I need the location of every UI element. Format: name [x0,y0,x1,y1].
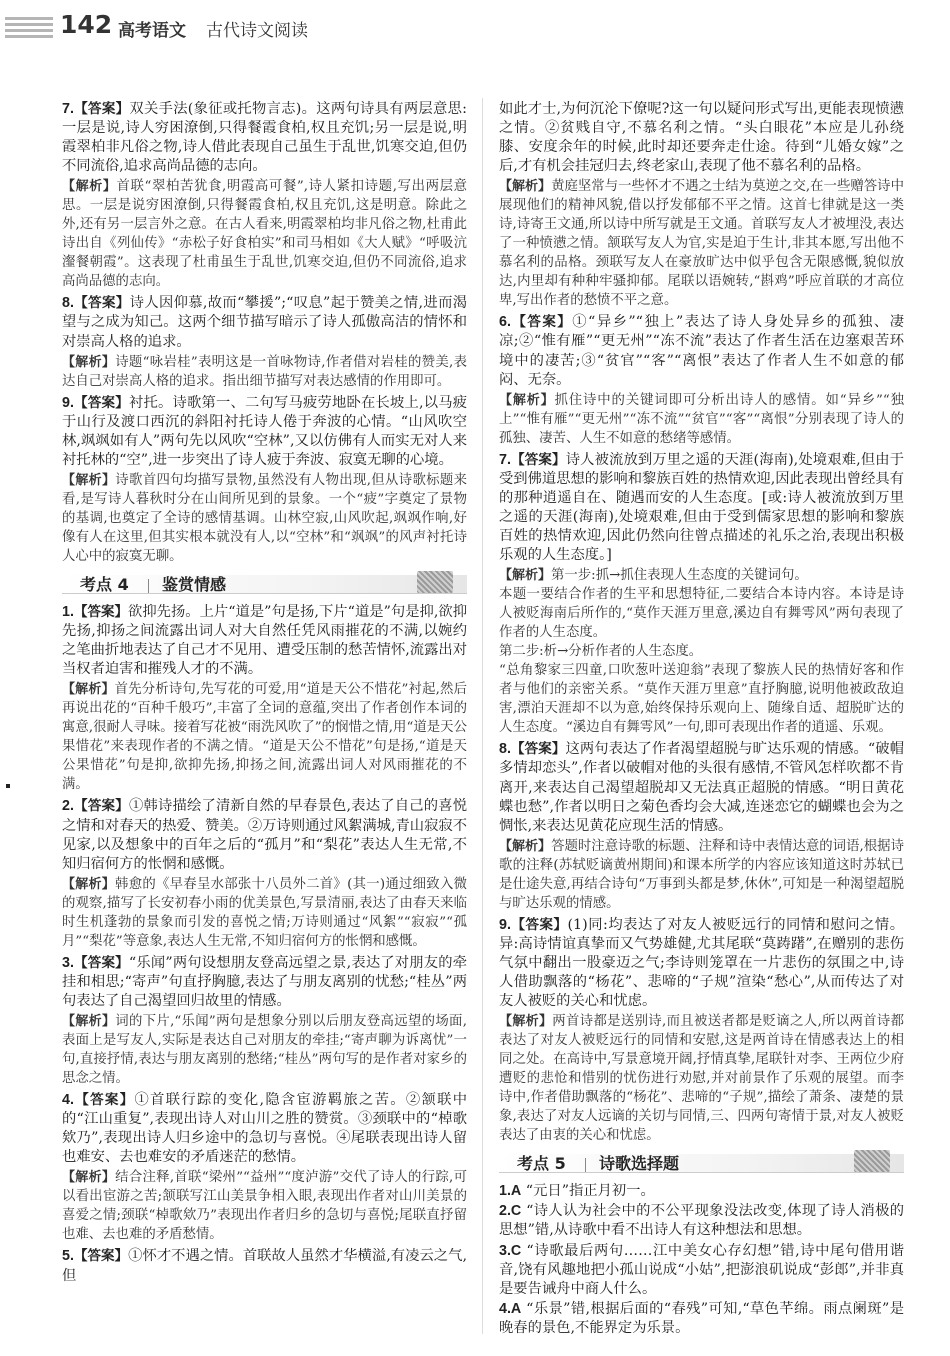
answer-text: “乐闻”两句设想朋友登高远望之景,表达了对朋友的牵挂和相思;“寄声”句直抒胸臆,表达了与朋友离别的忧愁;“桂丛”两句表达了自己渴望回归故里的情感。 [62,954,468,1009]
answer-entry [62,394,467,566]
answer-label: 【答案】 [73,394,129,411]
choice-item [499,1182,904,1201]
analysis-label: 【解析】 [62,179,117,195]
answer-label: 【答案】 [510,451,566,468]
answer-label: 【答案】 [73,1092,135,1109]
analysis-label: 【解析】 [499,392,555,408]
answer-label: 【答案】 [73,295,130,312]
answer-text: 欲抑先扬。上片“道是”句是扬,下片“道是”句是抑,欲抑先扬,抑扬之间流露出词人对大自然任凭风雨摧花的不满,以婉约之笔曲折地表达了自己才不见用、遭受压制的愁苦情怀,流露出对当权者迫害和摧残人才的不满。 [62,604,468,678]
answer-entry [62,100,467,291]
question-number: 6. [499,314,511,331]
analysis-label: 【解析】 [499,1014,553,1030]
answer-entry [62,294,467,390]
column-divider [482,98,483,1334]
answer-text: (1)同:均表达了对友人被贬远行的同情和慰问之情。异:高诗情谊真挚而又气势雄健,尤其尾联“莫踌躇”,在赠别的悲伤气氛中翻出一股豪迈之气;李诗则笼罩在一片悲伤的氛围之中,诗人借助飘落的“杨花”、悲啼的“子规”渲染“愁心”,从而传达了对友人被贬的关心和忧虑。 [499,916,904,1010]
answer-text: 这两句表达了作者渴望超脱与旷达乐观的情感。“破帽多情却恋头”,作者以破帽对他的头很有感情,不管风怎样吹都不肯离开,来表达自己渴望超脱却又无法真正超脱的情感。“明日黄花蝶也愁”,作者以明日之菊色香均会大减,连迷恋它的蝴蝶也会为之惆怅,来表达见黄花应现生活的情感。 [499,741,905,834]
analysis-text: 首联“翠柏苦犹食,明霞高可餐”,诗人紧扣诗题,写出两层意思。一层是说穷困潦倒,只得餐霞食柏,权且充饥,这是明意。除此之外,还有另一层言外之意。在古人看来,明霞翠柏均非凡俗之物,杜甫此诗出自《列仙传》“赤松子好食柏实”和司马相如《大人赋》“呼吸沆瀣餐朝霞”。这表现了杜甫虽生于乱世,饥寒交迫,但仍不同流俗,追求高尚品德的志向。 [62,179,467,290]
section-separator [148,579,149,593]
question-number: 3. [62,954,74,971]
answer-text: ①“异乡”“独上”表达了诗人身处异乡的孤独、凄凉;②“惟有雁”“更无州”“冻不流”表达了作者生活在边塞艰苦环境中的凄苦;③“贫官”“客”“离恨”表达了作者人生不如意的郁闷、无奈。 [499,314,904,388]
answer-text: 诗人被流放到万里之遥的天涯(海南),处境艰难,但由于受到佛道思想的影响和黎族百姓的热情欢迎,因此表现出曾经具有的那种逍遥自在、随遇而安的人生态度。[或:诗人被流放到万里之遥的天涯(海南),处境艰难,但由于受到儒家思想的影响和黎族百姓的热情欢迎,因此仍然向往曾点描述的礼乐之治,表现出积极乐观的人生态度。] [499,451,905,564]
choice-item [499,1202,904,1240]
answer-entry [62,603,467,794]
margin-mark [6,784,10,788]
analysis-text: 诗歌首四句均描写景物,虽然没有人物出现,但从诗歌标题来看,是写诗人暮秋时分在山间所见到的景象。一个“疲”字奠定了景物的基调,也奠定了全诗的感情基调。山林空寂,山风吹起,飒飒作响,好像有人在这里,但其实根本就没有人,以“空林”和“飒飒”的风声衬托诗人心中的寂寞无聊。 [62,473,467,565]
answer-text: ①首联行踪的变化,隐含宦游羁旅之苦。②颔联中的“江山重复”,表现出诗人对山川之胜的赞赏。③颈联中的“棹歌欸乃”,表现出诗人归乡途中的急切与喜悦。④尾联表现出诗人留也难安、去也难安的矛盾迷茫的愁情。 [62,1092,467,1166]
analysis-label: 【解析】 [62,473,116,489]
analysis-label: 【解析】 [499,568,552,584]
section-name: 考点 5 [517,1154,566,1174]
answer-label: 【答案】 [73,604,129,621]
answer-text: ①怀才不遇之情。首联故人虽然才华横溢,有凌云之气,但 [62,1248,467,1284]
choice-number: 2.C [499,1203,522,1220]
analysis-text: 首先分析诗句,先写花的可爱,用“道是天公不惜花”衬起,然后再说出花的“百种千般巧”,丰富了全词的意蕴,突出了作者创作本词的寓意,很耐人寻味。接着写花被“雨洗风吹了”的悯惜之情,用“道是天公果惜花”来表现作者的不满之情。“道是天公不惜花”句是扬,“道是天公果惜花”句是抑,欲抑先扬,抑扬之间,流露出词人对风雨摧花的不满。 [62,682,467,793]
answer-text: 如此才士,为何沉沦下僚呢?这一句以疑问形式写出,更能表现愤懑之情。②贫贱自守,不慕名利之情。“头白眼花”本应是儿孙绕膝、安度余年的时候,此时却还要奔走仕途。待到“儿婚女嫁”之后,才有机会挂冠归去,终老家山,表现了他不慕名利的品格。 [499,101,904,175]
question-number: 5. [62,1248,74,1265]
answer-entry [62,1091,467,1244]
section-badge-icon [417,571,453,593]
analysis-step: “总角黎家三四童,口吹葱叶送迎翁”表现了黎族人民的热情好客和作者与他们的亲密关系。“莫作天涯万里意”直抒胸臆,说明他被政敌迫害,漂泊天涯却不以为意,始终保持乐观向上、随缘自适、超脱旷达的人生态度。“溪边自有舞雩风”一句,即可表现出作者的逍遥、乐观。 [499,663,904,736]
analysis-text: 答题时注意诗歌的标题、注释和诗中表情达意的词语,根据诗歌的注释(苏轼贬谪黄州期间)和课本所学的内容应该知道这时苏轼已是仕途失意,再结合诗句“万事到头都是梦,休休”,可知是一种渴望超脱与旷达乐观的情感。 [499,838,904,911]
publisher-logo [5,14,53,44]
choice-text: “诗人认为社会中的不公平现象没法改变,体现了诗人消极的思想”错,从诗歌中看不出诗人有这种想法和思想。 [499,1203,904,1239]
left-column [62,100,467,1287]
answer-text: 诗人因仰慕,故而“攀援”;“叹息”起于赞美之情,进而渴望与之成为知己。这两个细节描写暗示了诗人孤傲高洁的情怀和对崇高人格的追求。 [62,295,468,350]
analysis-label: 【解析】 [499,179,552,195]
choice-text: “诗歌最后两句……江中美女心存幻想”错,诗中尾句借用谐音,饶有风趣地把小孤山说成“小姑”,把澎浪矶说成“彭郎”,并非真是要告诫舟中商人什么。 [499,1242,905,1297]
section-title: 诗歌选择题 [599,1154,680,1174]
right-column [499,100,904,1339]
question-number: 4. [62,1092,74,1109]
answer-text: 双关手法(象征或托物言志)。这两句诗具有两层意思:一层是说,诗人穷困潦倒,只得餐霞食柏,权且充饥;另一层是说,明霞翠柏非凡俗之物,诗人借此表现自己虽生于乱世,饥寒交迫,但仍不同流俗,追求高尚品德的志向。 [62,101,467,175]
answer-label: 【答案】 [73,1248,129,1265]
analysis-label: 【解析】 [499,838,552,854]
analysis-step: 第二步:析→分析作者的人生态度。 [499,644,703,660]
analysis-text: 诗题“咏岩桂”表明这是一首咏物诗,作者借对岩桂的赞美,表达自己对崇高人格的追求。指出细节描写对表达感情的作用即可。 [62,354,467,389]
answer-label: 【答案】 [510,916,568,933]
analysis-text: 第一步:抓→抓住表现人生态度的关键词句。 [551,568,808,584]
section-header [499,1149,904,1177]
answer-entry [62,1247,467,1285]
analysis-text: 黄庭坚常与一些怀才不遇之士结为莫逆之交,在一些赠答诗中展现他们的精神风貌,借以抒发郁郁不平之情。这首七律就是这一类诗,诗寄王文通,所以诗中所写就是王文通。首联写友人才被埋没,表达了一种愤懑之情。颔联写友人为官,实是迫于生计,非其本愿,写出他不慕名利的品格。颈联写友人在豪放旷达中似乎包含无限感慨,貌似放达,内里却有种种牢骚抑郁。尾联以语婉转,“斟鸡”呼应首联的才高位卑,写出作者的愁愤不平之意。 [499,179,904,309]
analysis-label: 【解析】 [62,1170,116,1186]
choice-text: “元日”指正月初一。 [525,1183,655,1200]
answer-label: 【答案】 [510,741,566,758]
analysis-text: 抓住诗中的关键词即可分析出诗人的感情。如“异乡”“独上”“惟有雁”“更无州”“冻不流”“贫官”“客”“离恨”分别表现了诗人的孤独、凄苦、人生不如意的愁绪等感情。 [499,392,904,446]
book-title: 高考语文 [118,21,186,41]
section-name: 考点 4 [80,575,129,595]
choice-text: “乐景”错,根据后面的“春残”可知,“草色芊绵。雨点阑斑”是晚春的景色,不能界定为乐景。 [499,1300,904,1336]
analysis-label: 【解析】 [62,876,116,892]
answer-entry [499,313,904,447]
question-number: 1. [62,604,74,621]
answer-entry [499,740,904,912]
analysis-text: 词的下片,“乐闻”两句是想象分别以后朋友登高远望的场面,表面上是写友人,实际是表达自己对朋友的牵挂;“寄声聊为诉离忧”一句,直接抒情,表达与朋友离别的愁绪;“桂丛”两句写的是作者对家乡的思念之情。 [62,1014,467,1087]
section-badge-icon [854,1150,890,1172]
answer-label: 【答案】 [73,798,129,815]
answer-label: 【答案】 [510,314,573,331]
question-number: 7. [499,451,511,468]
analysis-label: 【解析】 [62,682,115,698]
answer-label: 【答案】 [73,101,130,117]
analysis-text: 两首诗都是送别诗,而且被送者都是贬谪之人,所以两首诗都表达了对友人被贬远行的同情和安慰,这是两首诗在情感表达上的相同之处。在高诗中,写景意境开阔,抒情真挚,尾联针对李、王两位少府遭贬的悲怆和惜别的忧伤进行劝慰,并对前景作了乐观的展望。而李诗中,作者借助飘落的“杨花”、悲啼的“子规”,描绘了萧条、凄楚的景象,表达了对友人远谪的关切与同情,三、四两句寄情于景,对友人被贬表达了由衷的关心和忧虑。 [499,1014,904,1144]
answer-label: 【答案】 [73,954,129,971]
analysis-label: 【解析】 [62,1014,116,1030]
question-number: 9. [499,916,511,933]
analysis-text: 韩愈的《早春呈水部张十八员外二首》(其一)通过细致入微的观察,描写了长安初春小雨的优美景色,写景清丽,表达了由春天来临时生机蓬勃的景象而引发的喜悦之情;万诗则通过“风絮”“寂寂”“孤月”“梨花”等意象,表达人生无常,不知归宿何方的怅惘和感慨。 [62,876,467,949]
answer-entry [62,954,467,1088]
question-number: 2. [62,798,74,815]
analysis-step: 本题一要结合作者的生平和思想特征,二要结合本诗内容。本诗是诗人被贬海南后所作的,“莫作天涯万里意,溪边自有舞雩风”两句表现了作者的人生态度。 [499,587,904,641]
answer-text: 衬托。诗歌第一、二句写马疲劳地卧在长坡上,以马疲于山行及渡口西沉的斜阳衬托诗人倦于奔波的心情。“山风吹空林,飒飒如有人”两句先以风吹“空林”,又以仿佛有人而实无对人来衬托林的“空”,进一步突出了诗人疲于奔波、寂寞无聊的心境。 [62,394,467,468]
answer-text: ①韩诗描绘了清新自然的早春景色,表达了自己的喜悦之情和对春天的热爱、赞美。②万诗则通过风絮满城,青山寂寂不见家,以及想象中的百年之后的“孤月”和“梨花”表达人生无常,不知归宿何方的怅惘和感慨。 [62,798,467,872]
section-header [62,570,467,598]
page-number: 142 [60,10,113,39]
choice-number: 1.A [499,1183,522,1200]
question-number: 9. [62,394,74,411]
page-header [0,0,950,78]
choice-number: 3.C [499,1242,522,1259]
answer-entry [499,451,904,738]
section-separator [585,1158,586,1172]
choice-item [499,1300,904,1338]
analysis-text: 结合注释,首联“梁州”“益州”“度泸游”交代了诗人的行踪,可以看出宦游之苦;颔联写江山美景争相入眼,表现出作者对山川美景的喜爱之情;颈联“棹歌欸乃”表现出作者归乡的急切与喜悦;尾联直抒留也难、去也难的矛盾愁情。 [62,1170,467,1243]
question-number: 8. [499,741,511,758]
choice-number: 4.A [499,1300,522,1317]
analysis-label: 【解析】 [62,354,116,370]
answer-entry [499,100,904,310]
answer-entry [62,797,467,950]
question-number: 7. [62,101,74,117]
question-number: 8. [62,295,74,312]
answer-entry [499,916,904,1145]
chapter-title: 古代诗文阅读 [206,21,308,41]
section-title: 鉴赏情感 [162,575,227,595]
choice-item [499,1242,904,1299]
